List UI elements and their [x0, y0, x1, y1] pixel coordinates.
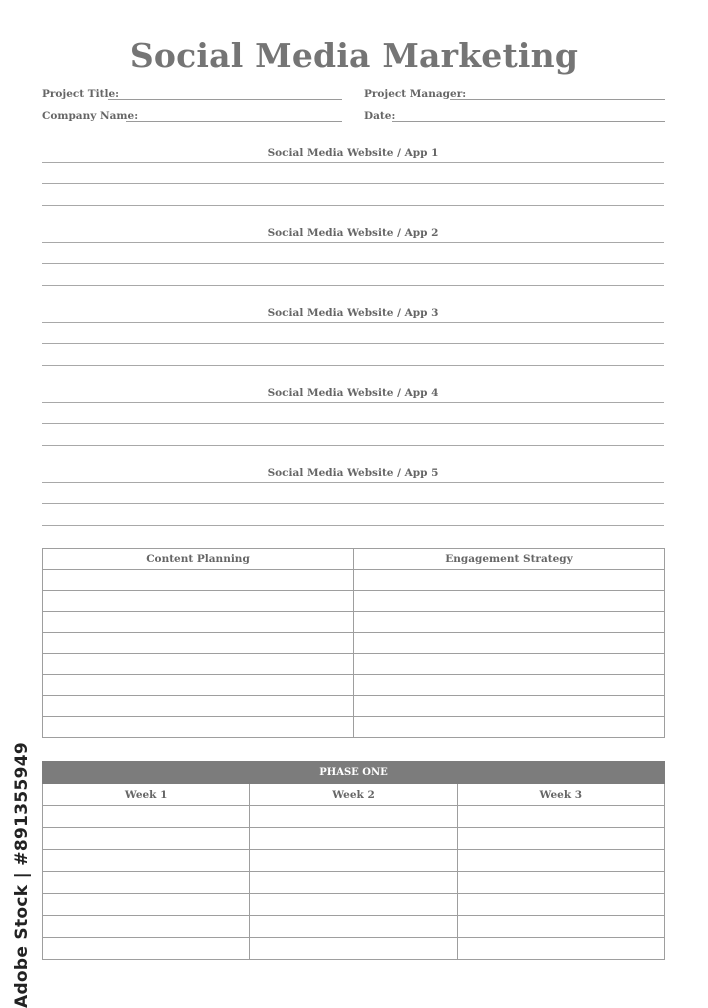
writing-line[interactable]	[42, 365, 664, 366]
table-row	[43, 916, 665, 938]
table-cell[interactable]	[43, 570, 354, 591]
page-title: Social Media Marketing	[129, 36, 579, 75]
table-cell[interactable]	[43, 828, 250, 850]
table-cell[interactable]	[43, 916, 250, 938]
section-label-app-1: Social Media Website / App 1	[267, 147, 439, 159]
writing-line[interactable]	[42, 423, 664, 424]
week-3-header: Week 3	[457, 784, 664, 806]
table-cell[interactable]	[354, 570, 665, 591]
writing-line[interactable]	[42, 263, 664, 264]
project-title-field[interactable]	[42, 88, 342, 100]
table-cell[interactable]	[43, 696, 354, 717]
section-label-app-4: Social Media Website / App 4	[267, 387, 439, 399]
table-row	[43, 696, 665, 717]
project-manager-line[interactable]	[450, 99, 665, 100]
table-row	[43, 654, 665, 675]
table-cell[interactable]	[354, 654, 665, 675]
table-cell[interactable]	[457, 938, 664, 960]
project-title-line[interactable]	[108, 99, 342, 100]
watermark-text: Adobe Stock | #891355949	[12, 741, 32, 1008]
writing-line[interactable]	[42, 162, 664, 163]
table-cell[interactable]	[250, 872, 457, 894]
table-cell[interactable]	[250, 828, 457, 850]
writing-line[interactable]	[42, 525, 664, 526]
writing-line[interactable]	[42, 402, 664, 403]
table-cell[interactable]	[43, 633, 354, 654]
week-2-header: Week 2	[250, 784, 457, 806]
company-name-line[interactable]	[126, 121, 342, 122]
table-row	[43, 872, 665, 894]
section-label-app-3: Social Media Website / App 3	[267, 307, 439, 319]
project-manager-field[interactable]	[364, 88, 665, 100]
table-cell[interactable]	[457, 850, 664, 872]
date-label: Date:	[364, 110, 396, 122]
table-cell[interactable]	[43, 591, 354, 612]
table-row	[43, 591, 665, 612]
writing-line[interactable]	[42, 503, 664, 504]
table-cell[interactable]	[250, 806, 457, 828]
table-row	[43, 806, 665, 828]
phase-one-header: PHASE ONE	[43, 762, 665, 784]
table-cell[interactable]	[250, 894, 457, 916]
table-cell[interactable]	[43, 806, 250, 828]
table-row	[43, 828, 665, 850]
table-row	[43, 633, 665, 654]
engagement-strategy-header: Engagement Strategy	[354, 549, 665, 570]
project-title-label: Project Title:	[42, 88, 120, 100]
table-cell[interactable]	[457, 916, 664, 938]
week-1-header: Week 1	[43, 784, 250, 806]
table-cell[interactable]	[354, 717, 665, 738]
writing-line[interactable]	[42, 205, 664, 206]
content-planning-header: Content Planning	[43, 549, 354, 570]
planning-table	[42, 548, 665, 738]
writing-line[interactable]	[42, 445, 664, 446]
date-line[interactable]	[392, 121, 665, 122]
table-cell[interactable]	[43, 717, 354, 738]
writing-line[interactable]	[42, 482, 664, 483]
writing-line[interactable]	[42, 242, 664, 243]
date-field[interactable]	[364, 110, 665, 122]
project-manager-label: Project Manager:	[364, 88, 467, 100]
table-cell[interactable]	[43, 612, 354, 633]
table-row	[43, 570, 665, 591]
table-cell[interactable]	[457, 828, 664, 850]
phase-one-table	[42, 761, 665, 960]
table-row	[43, 717, 665, 738]
table-cell[interactable]	[457, 872, 664, 894]
table-row	[43, 612, 665, 633]
writing-line[interactable]	[42, 183, 664, 184]
table-cell[interactable]	[354, 612, 665, 633]
table-cell[interactable]	[43, 850, 250, 872]
table-cell[interactable]	[43, 872, 250, 894]
table-row	[43, 938, 665, 960]
writing-line[interactable]	[42, 322, 664, 323]
writing-line[interactable]	[42, 285, 664, 286]
table-cell[interactable]	[43, 938, 250, 960]
table-cell[interactable]	[250, 916, 457, 938]
table-cell[interactable]	[43, 654, 354, 675]
table-cell[interactable]	[354, 696, 665, 717]
table-row	[43, 894, 665, 916]
table-cell[interactable]	[354, 675, 665, 696]
table-cell[interactable]	[250, 938, 457, 960]
table-row	[43, 850, 665, 872]
table-row	[43, 675, 665, 696]
table-cell[interactable]	[43, 675, 354, 696]
table-cell[interactable]	[250, 850, 457, 872]
company-name-field[interactable]	[42, 110, 342, 122]
stock-watermark	[8, 741, 36, 1008]
section-label-app-2: Social Media Website / App 2	[267, 227, 439, 239]
table-cell[interactable]	[457, 806, 664, 828]
table-cell[interactable]	[354, 591, 665, 612]
writing-line[interactable]	[42, 343, 664, 344]
table-cell[interactable]	[354, 633, 665, 654]
table-cell[interactable]	[457, 894, 664, 916]
section-label-app-5: Social Media Website / App 5	[267, 467, 439, 479]
table-cell[interactable]	[43, 894, 250, 916]
company-name-label: Company Name:	[42, 110, 139, 122]
